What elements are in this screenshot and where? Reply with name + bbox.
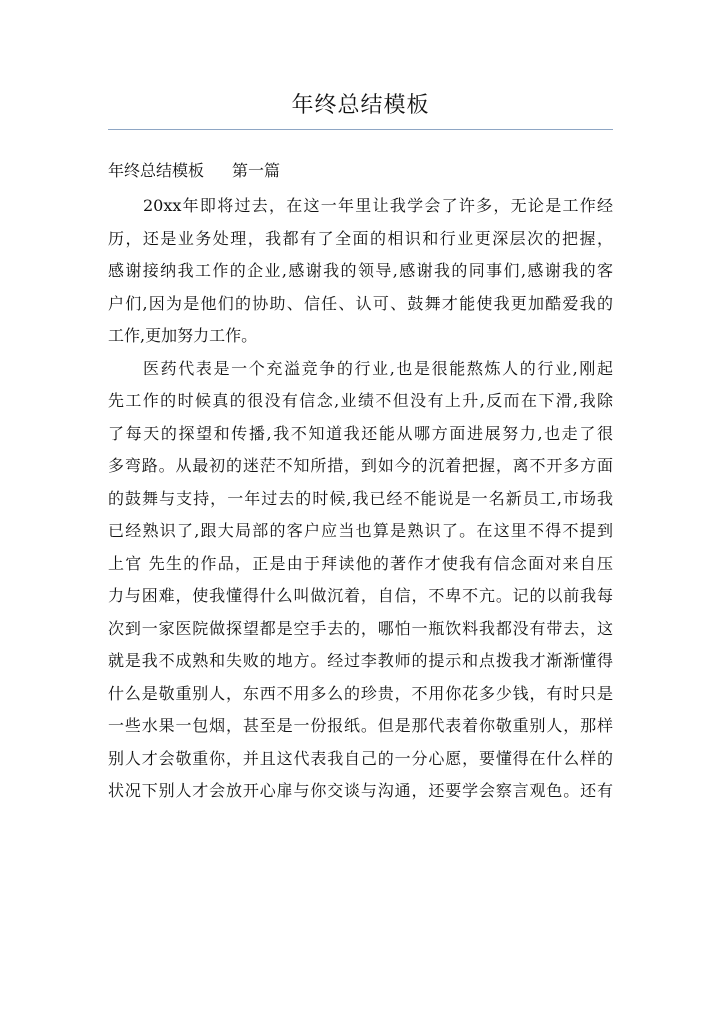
text-line: 了每天的探望和传播,我不知道我还能从哪方面进展努力,也走了很 [108,423,613,443]
text-line: 先工作的时候真的很没有信念,业绩不但没有上升,反而在下滑,我除 [108,391,613,410]
text-line: 的鼓舞与支持，一年过去的时候,我已经不能说是一名新员工,市场我 [108,488,613,508]
text-line: 工作,更加努力工作。 [108,326,258,345]
section-heading-name: 年终总结模板 [108,161,205,180]
text-line: 什么是敬重别人，东西不用多么的珍贵，不用你花多少钱，有时只是 [108,683,613,703]
text-line: 别人才会敬重你，并且这代表我自己的一分心愿，要懂得在什么样的 [108,748,613,768]
document-title: 年终总结模板 [291,93,430,118]
body-text [108,190,613,808]
section-heading-label: 第一篇 [232,161,281,180]
text-line: 已经熟识了,跟大局部的客户应当也算是熟识了。在这里不得不提到 [108,521,613,540]
text-line: 多弯路。从最初的迷茫不知所措，到如今的沉着把握，离不开多方面 [108,456,613,475]
section-heading [108,158,280,184]
text-line: 历，还是业务处理，我都有了全面的相识和行业更深层次的把握， [108,228,613,248]
title-divider [108,129,613,130]
text-line: 上官 先生的作品，正是由于拜读他的著作才使我有信念面对来自压 [108,553,613,573]
text-line: 状况下别人才会放开心扉与你交谈与沟通，还要学会察言观色。还有 [108,781,613,800]
text-line: 户们,因为是他们的协助、信任、认可、鼓舞才能使我更加酷爱我的 [108,293,613,313]
text-line: 次到一家医院做探望都是空手去的，哪怕一瓶饮料我都没有带去，这 [108,618,613,638]
text-line: 就是我不成熟和失败的地方。经过李教师的提示和点拨我才渐渐懂得 [108,651,613,670]
text-line: 20xx年即将过去，在这一年里让我学会了许多，无论是工作经 [143,196,613,215]
text-line: 感谢接纳我工作的企业,感谢我的领导,感谢我的同事们,感谢我的客 [108,261,613,280]
text-line: 医药代表是一个充溢竞争的行业,也是很能熬炼人的行业,刚起 [143,358,613,378]
text-line: 一些水果一包烟，甚至是一份报纸。但是那代表着你敬重别人，那样 [108,716,613,735]
text-line: 力与困难，使我懂得什么叫做沉着，自信，不卑不亢。记的以前我每 [108,586,613,605]
